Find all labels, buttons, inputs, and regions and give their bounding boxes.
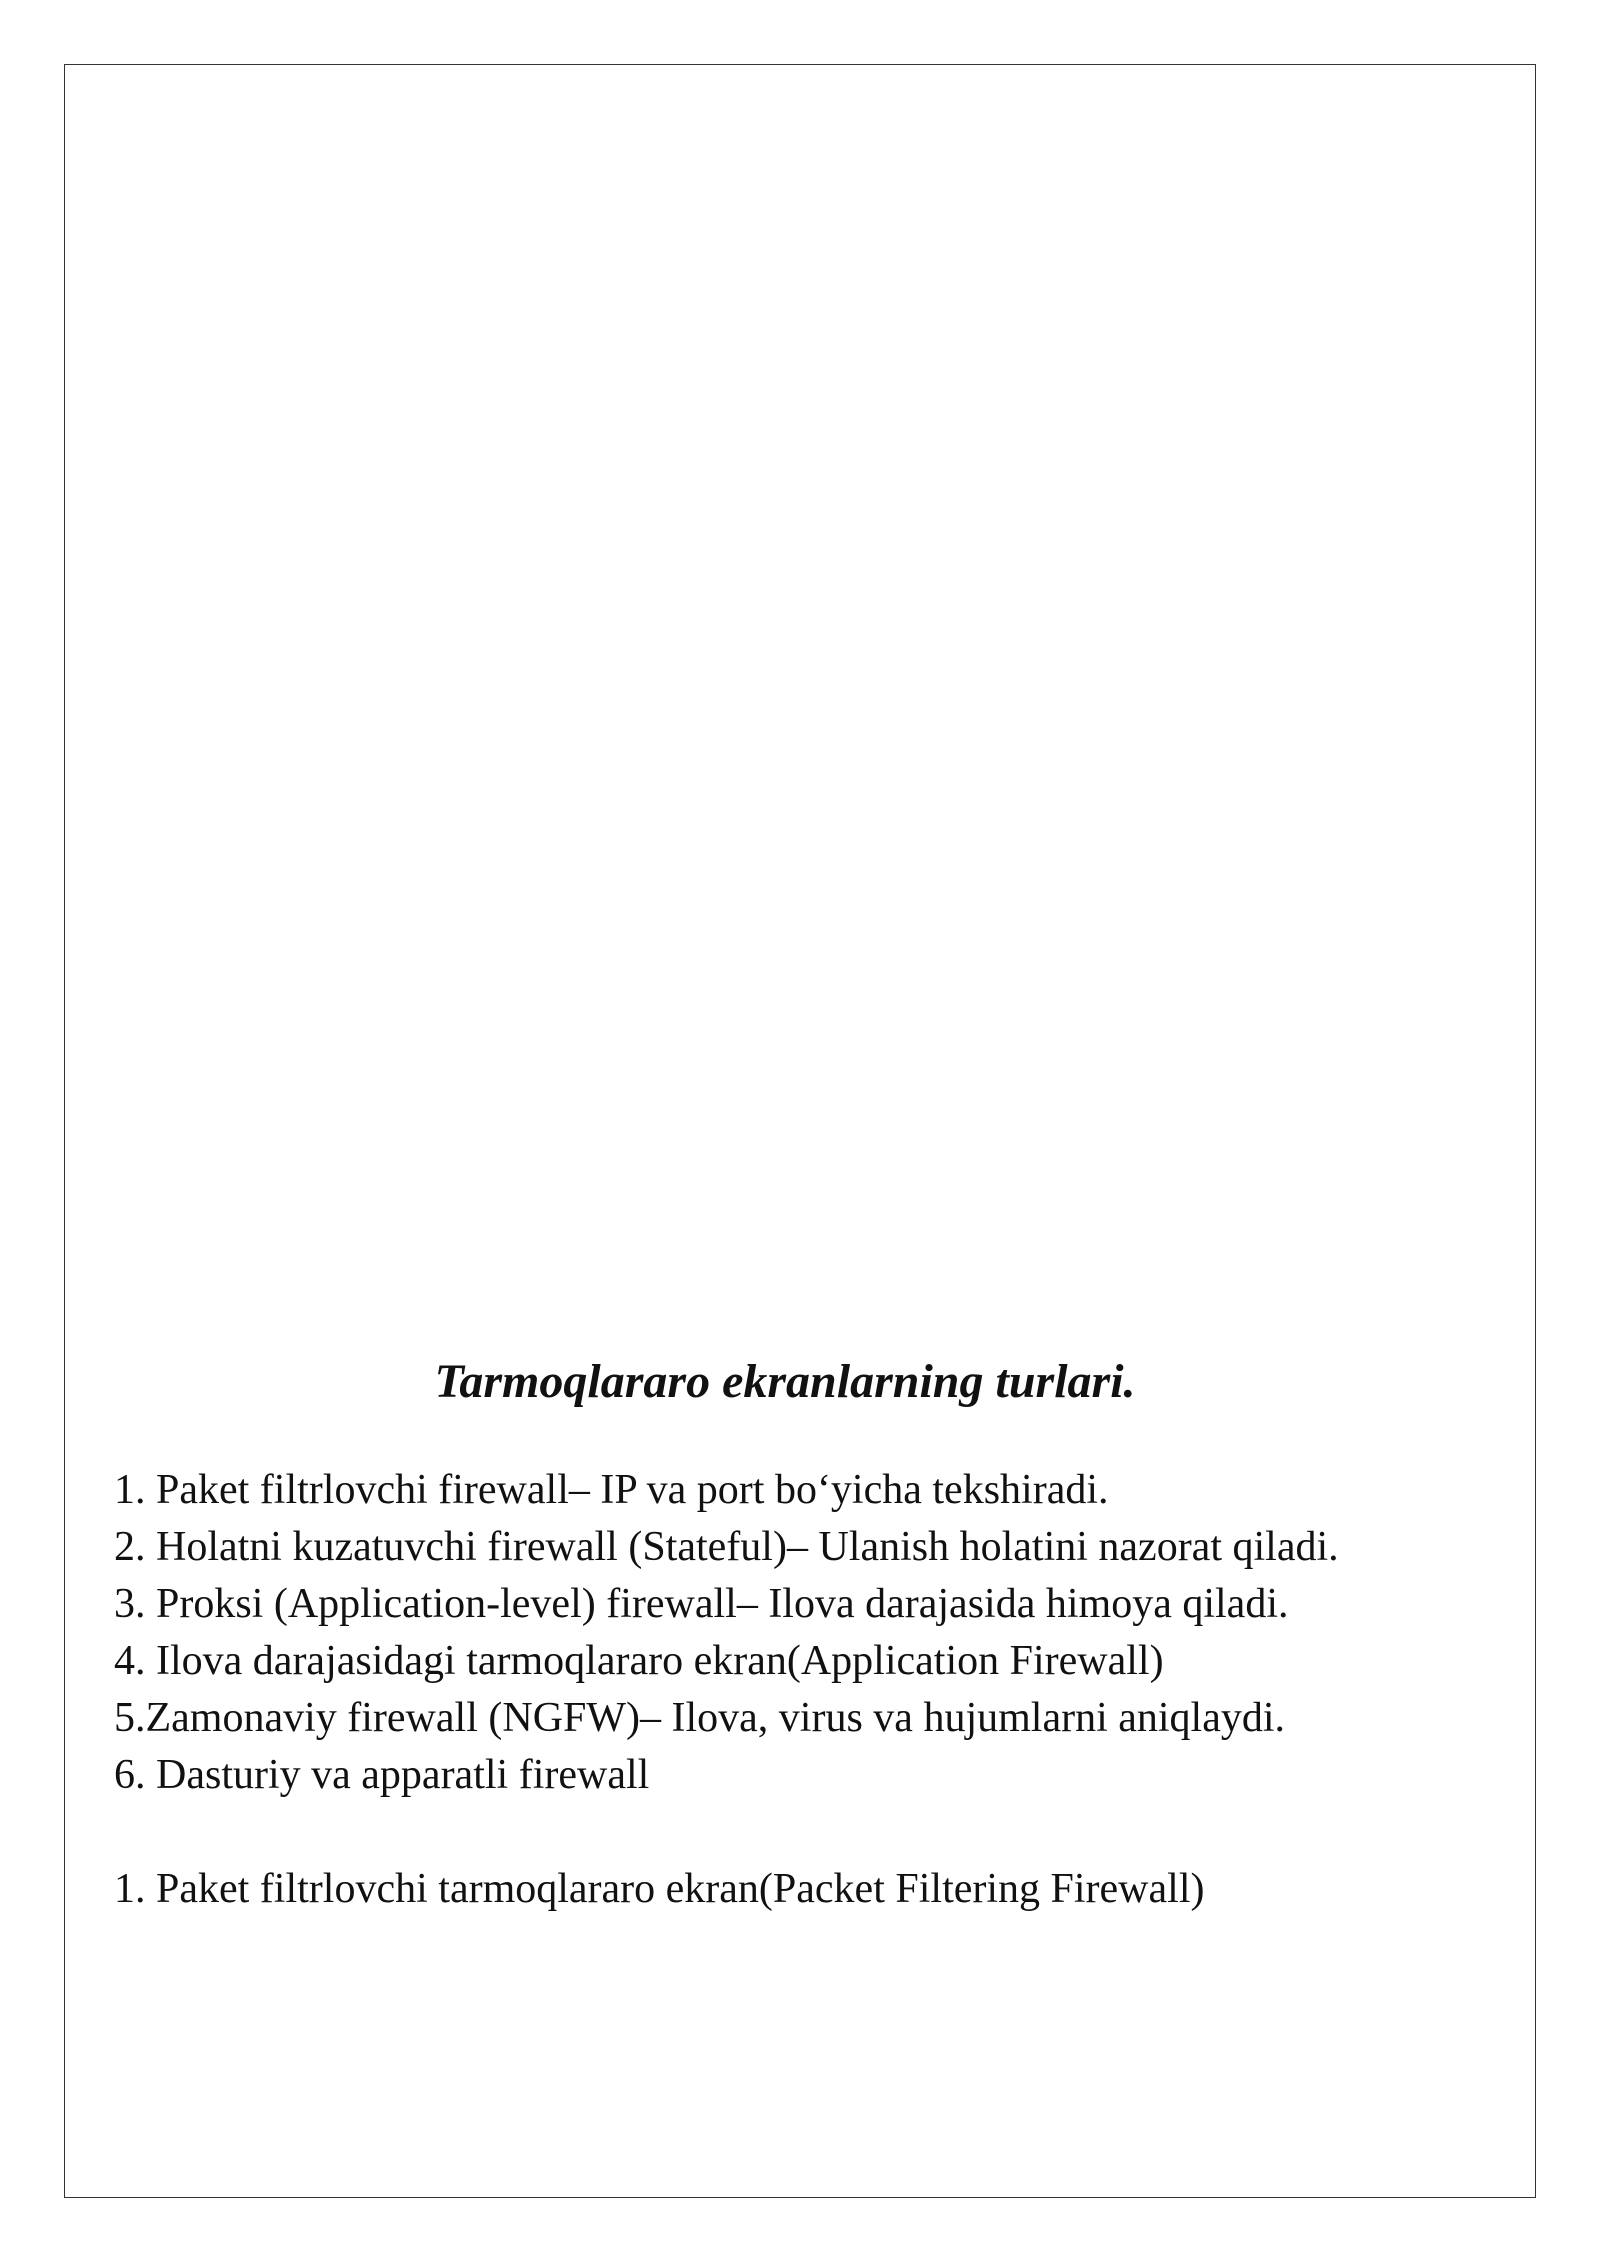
list-item: 3. Proksi (Application-level) firewall– Ilova darajasida himoya qiladi. <box>114 1581 1289 1627</box>
page-content <box>114 1352 1484 1918</box>
list-item: 5.Zamonaviy firewall (NGFW)– Ilova, virus va hujumlarni aniqlaydi. <box>114 1695 1286 1741</box>
list-item: 1. Paket filtrlovchi firewall– IP va port bo‘yicha tekshiradi. <box>114 1467 1109 1513</box>
list-item: 2. Holatni kuzatuvchi firewall (Stateful)– Ulanish holatini nazorat qiladi. <box>114 1524 1339 1570</box>
page-title: Tarmoqlararo ekranlarning turlari. <box>434 1355 1136 1408</box>
list-item: 4. Ilova darajasidagi tarmoqlararo ekran(Application Firewall) <box>114 1638 1164 1684</box>
firewall-types-list <box>114 1462 1484 1804</box>
section-heading: 1. Paket filtrlovchi tarmoqlararo ekran(Packet Filtering Firewall) <box>114 1866 1205 1912</box>
list-item: 6. Dasturiy va apparatli firewall <box>114 1752 650 1798</box>
